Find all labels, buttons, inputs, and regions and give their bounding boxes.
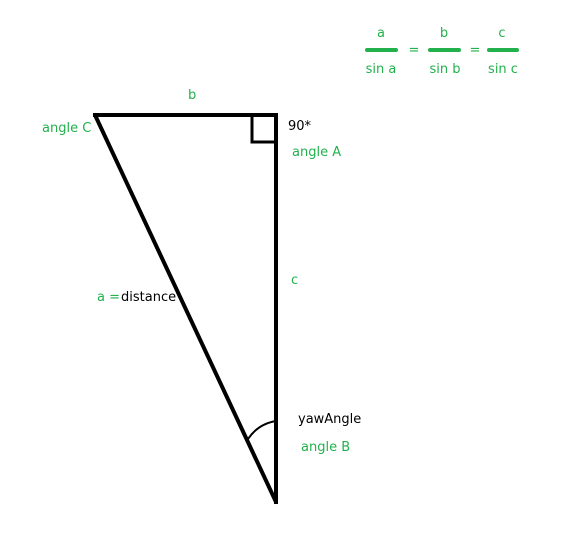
angle-c-label: angle C <box>42 121 92 136</box>
formula-denominator-c: sin c <box>488 62 518 77</box>
formula-equals-1: = <box>408 43 420 58</box>
formula-numerator-c: c <box>498 26 506 41</box>
formula-denominator-b: sin b <box>429 62 461 77</box>
right-angle-marker <box>252 115 276 142</box>
angle-a-label: angle A <box>292 145 342 160</box>
formula-equals-2: = <box>469 43 481 58</box>
side-a-name: distance <box>121 290 177 305</box>
formula-denominator-a: sin a <box>365 62 397 77</box>
right-angle-value: 90* <box>288 119 312 134</box>
side-c-label: c <box>291 273 299 288</box>
angle-b-label: angle B <box>301 440 351 455</box>
yaw-angle-label: yawAngle <box>298 412 362 427</box>
side-a-line <box>95 115 276 502</box>
formula-numerator-a: a <box>377 26 385 41</box>
side-b-label: b <box>188 88 197 103</box>
law-of-sines-formula <box>366 26 518 77</box>
formula-numerator-b: b <box>439 26 449 41</box>
yaw-angle-arc <box>248 421 276 439</box>
side-a-label: a = <box>97 290 120 305</box>
